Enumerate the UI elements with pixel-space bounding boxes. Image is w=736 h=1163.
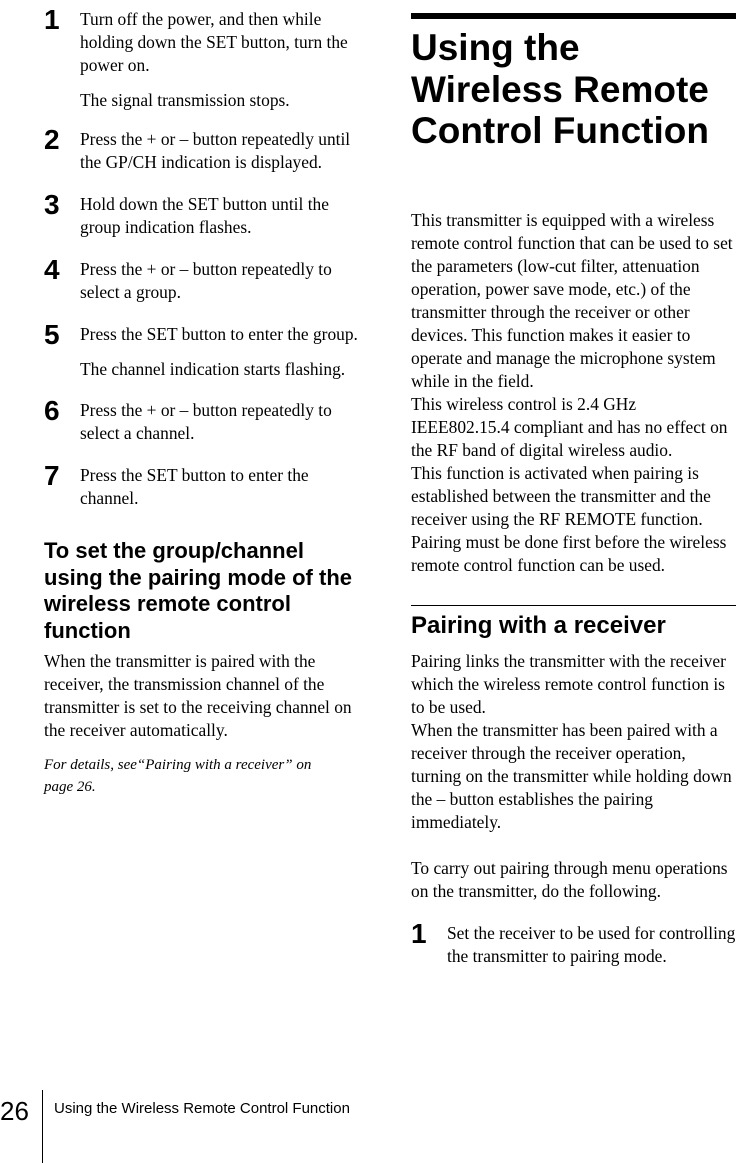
step-number: 4 (44, 254, 60, 285)
step-text: Press the + or – button repeatedly to select a channel. (80, 400, 332, 443)
step-note: The channel indication starts flashing. (80, 359, 346, 379)
body-paragraph: When the transmitter is paired with the receiver, the transmission channel of the transmitter is set to the receiving channel on the receiver automatically. (44, 651, 352, 740)
step-1 (44, 4, 368, 77)
step-number: 2 (44, 124, 60, 155)
intro-paragraph-2: This wireless control is 2.4 GHz IEEE802.15.4 compliant and has no effect on the RF band of digital wireless audio. (411, 393, 728, 460)
footer-divider (42, 1090, 43, 1163)
step-number: 1 (411, 917, 427, 949)
intro-paragraph-3: This function is activated when pairing is established between the transmitter and the receiver using the RF REMOTE function. Pairing must be done first before the wireless remote control function can be used. (411, 462, 727, 575)
cross-reference: For details, see“Pairing with a receiver” on page 26. (44, 757, 312, 795)
step-text: Press the SET button to enter the channel. (80, 465, 309, 508)
step-note: The signal transmission stops. (80, 90, 290, 110)
intro-paragraph: This transmitter is equipped with a wireless remote control function that can be used to set the parameters (low-cut filter, attenuation operation, power save mode, etc.) of the transmitter through the receiver or other devices. This function makes it easier to operate and manage the microphone system while in the field. (411, 209, 733, 391)
step-text: Set the receiver to be used for controlling the transmitter to pairing mode. (447, 922, 736, 966)
step-text: Press the SET button to enter the group. (80, 324, 358, 344)
step-2 (44, 124, 368, 174)
step-number: 5 (44, 319, 60, 350)
pairing-paragraph-3: To carry out pairing through menu operations on the transmitter, do the following. (411, 857, 728, 901)
step-text: Press the + or – button repeatedly to select a group. (80, 259, 332, 302)
step-number: 3 (44, 189, 60, 220)
subheading: To set the group/channel using the pairing mode of the wireless remote control function (44, 538, 352, 643)
right-column (411, 0, 736, 968)
step-3 (44, 189, 368, 239)
step-4 (44, 254, 368, 304)
step-5 (44, 319, 368, 350)
step-6 (44, 395, 368, 445)
pairing-paragraph-1: Pairing links the transmitter with the receiver which the wireless remote control function is to be used. (411, 650, 726, 717)
pairing-paragraph-2: When the transmitter has been paired with a receiver through the receiver operation, turning on the transmitter while holding down the – button establishes the pairing immediately. (411, 719, 732, 832)
step-number: 6 (44, 395, 60, 426)
step-text: Turn off the power, and then while holding down the SET button, turn the power on. (80, 9, 348, 75)
page-number: 26 (0, 1096, 29, 1126)
step-text: Press the + or – button repeatedly until the GP/CH indication is displayed. (80, 129, 351, 172)
step-number: 7 (44, 460, 60, 491)
step-7 (44, 460, 368, 510)
step-text: Hold down the SET button until the group indication flashes. (80, 194, 329, 237)
step-number: 1 (44, 4, 60, 35)
running-footer-title: Using the Wireless Remote Control Function (54, 1100, 350, 1117)
section-heading: Pairing with a receiver (411, 611, 666, 639)
page-title: Using the Wireless Remote Control Function (411, 27, 709, 151)
pairing-step-1 (411, 917, 736, 968)
left-column (44, 0, 368, 798)
